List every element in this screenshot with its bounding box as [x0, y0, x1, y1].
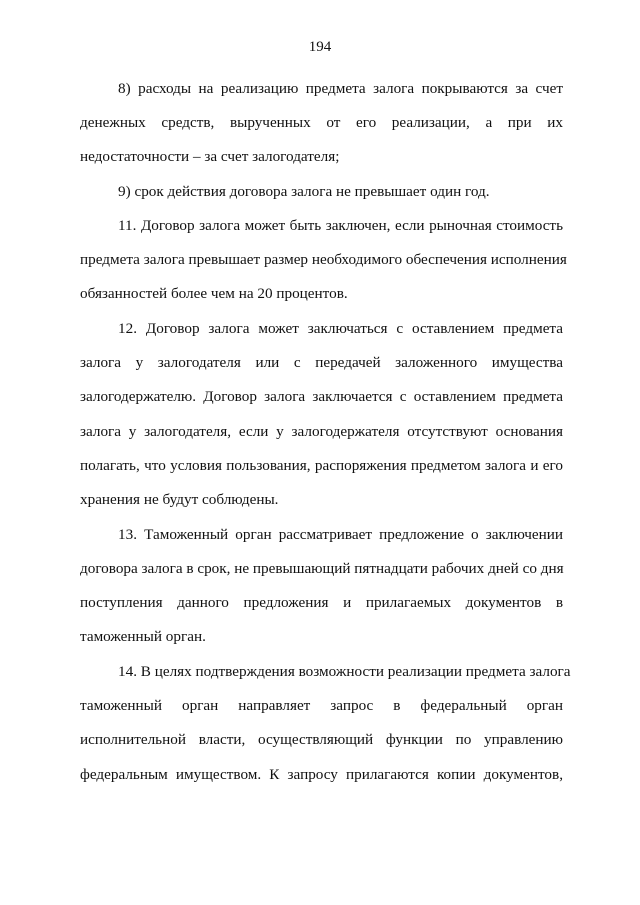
text-line: залога у залогодателя или с передачей заложенного имущества	[80, 354, 563, 371]
text-line: федеральным имуществом. К запросу прилагаются копии документов,	[80, 766, 563, 783]
text-line: залога у залогодателя, если у залогодержателя отсутствуют основания	[80, 423, 563, 440]
text-line: недостаточности – за счет залогодателя;	[80, 148, 340, 165]
text-line: договора залога в срок, не превышающий пятнадцати рабочих дней со дня	[80, 560, 564, 577]
page-number: 194	[308, 39, 332, 55]
text-line: 14. В целях подтверждения возможности реализации предмета залога	[118, 663, 571, 680]
text-line: полагать, что условия пользования, распоряжения предметом залога и его	[80, 457, 563, 474]
text-line: исполнительной власти, осуществляющий функции по управлению	[80, 731, 563, 748]
text-line: хранения не будут соблюдены.	[80, 491, 279, 508]
text-line: таможенный орган.	[80, 628, 206, 645]
text-line: таможенный орган направляет запрос в федеральный орган	[80, 697, 563, 714]
text-line: 8) расходы на реализацию предмета залога покрываются за счет	[118, 80, 563, 97]
text-line: предмета залога превышает размер необходимого обеспечения исполнения	[80, 251, 567, 268]
text-line: обязанностей более чем на 20 процентов.	[80, 285, 348, 302]
text-line: залогодержателю. Договор залога заключается с оставлением предмета	[80, 388, 563, 405]
text-line: 13. Таможенный орган рассматривает предложение о заключении	[118, 526, 563, 543]
text-line: 11. Договор залога может быть заключен, если рыночная стоимость	[118, 217, 563, 234]
text-line: поступления данного предложения и прилагаемых документов в	[80, 594, 563, 611]
text-line: денежных средств, вырученных от его реализации, а при их	[80, 114, 563, 131]
text-line: 9) срок действия договора залога не превышает один год.	[118, 183, 490, 200]
text-line: 12. Договор залога может заключаться с оставлением предмета	[118, 320, 563, 337]
